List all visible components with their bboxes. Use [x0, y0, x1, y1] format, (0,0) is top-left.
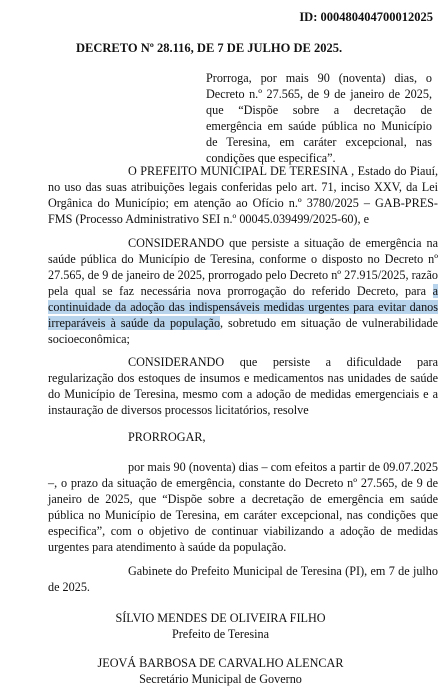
considering-paragraph-2: CONSIDERANDO que persiste a dificuldade para regularização dos estoques de insumos e medicamentos nas unidades de saúde do Município de Teresina, mesmo com a adoção de medidas emergenciais e a instauração de diversos processos licitatórios, resolve [48, 355, 438, 417]
closing-paragraph: Gabinete do Prefeito Municipal de Teresina (PI), em 7 de julho de 2025. [48, 564, 438, 594]
considering-1-text-before: CONSIDERANDO que persiste a situação de emergência na saúde pública do Município de Teresina, conforme o disposto no Decreto nº 27.565, de 9 de janeiro de 2025, prorrogado pelo Decreto nº 27.915/2025, razão pela qual se faz necessária nova prorrogação do referido Decreto, para [48, 236, 438, 298]
decree-summary: Prorroga, por mais 90 (noventa) dias, o Decreto n.º 27.565, de 9 de janeiro de 2025, que “Dispõe sobre a decretação de emergência em saúde pública no Município de Teresina, em caráter excepcional, nas condições que especifica”. [206, 71, 432, 165]
signature-1-name: SÍLVIO MENDES DE OLIVEIRA FILHO [115, 611, 326, 625]
extension-paragraph: por mais 90 (noventa) dias – com efeitos a partir de 09.07.2025 –, o prazo da situação de emergência, constante do Decreto nº 27.565, de 9 de janeiro de 2025, que “Dispõe sobre a decretação de emergência em saúde pública no Município de Teresina, em caráter excepcional, nas condições que especifica”, com o objetivo de continuar viabilizando a adoção de medidas urgentes para atendimento à saúde da população. [48, 460, 438, 554]
document-id: ID: 000480404700012025 [299, 10, 433, 24]
decree-title: DECRETO Nº 28.116, DE 7 DE JULHO DE 2025. [76, 41, 343, 55]
preamble-paragraph: O PREFEITO MUNICIPAL DE TERESINA , Estado do Piauí, no uso das suas atribuições legais conferidas pelo art. 71, inciso XXV, da Lei Orgânica do Município; em atenção ao Ofício n.º 3780/2025 – GAB-PRES-FMS (Processo Administrativo SEI n.º 00045.039499/2025-60), e [48, 164, 438, 226]
highlighted-text[interactable]: a continuidade da adoção das indispensáveis medidas urgentes para evitar danos irreparáveis à saúde da população [48, 284, 438, 330]
considering-paragraph-1 [48, 235, 438, 347]
signature-1-role: Prefeito de Teresina [171, 627, 270, 641]
signature-2-role: Secretário Municipal de Governo [139, 672, 302, 686]
prorrogar-heading: PRORROGAR, [128, 430, 206, 444]
considering-1-text-after: , sobretudo em situação de vulnerabilidade socioeconômica; [48, 316, 438, 346]
signature-2-name: JEOVÁ BARBOSA DE CARVALHO ALENCAR [97, 656, 344, 670]
